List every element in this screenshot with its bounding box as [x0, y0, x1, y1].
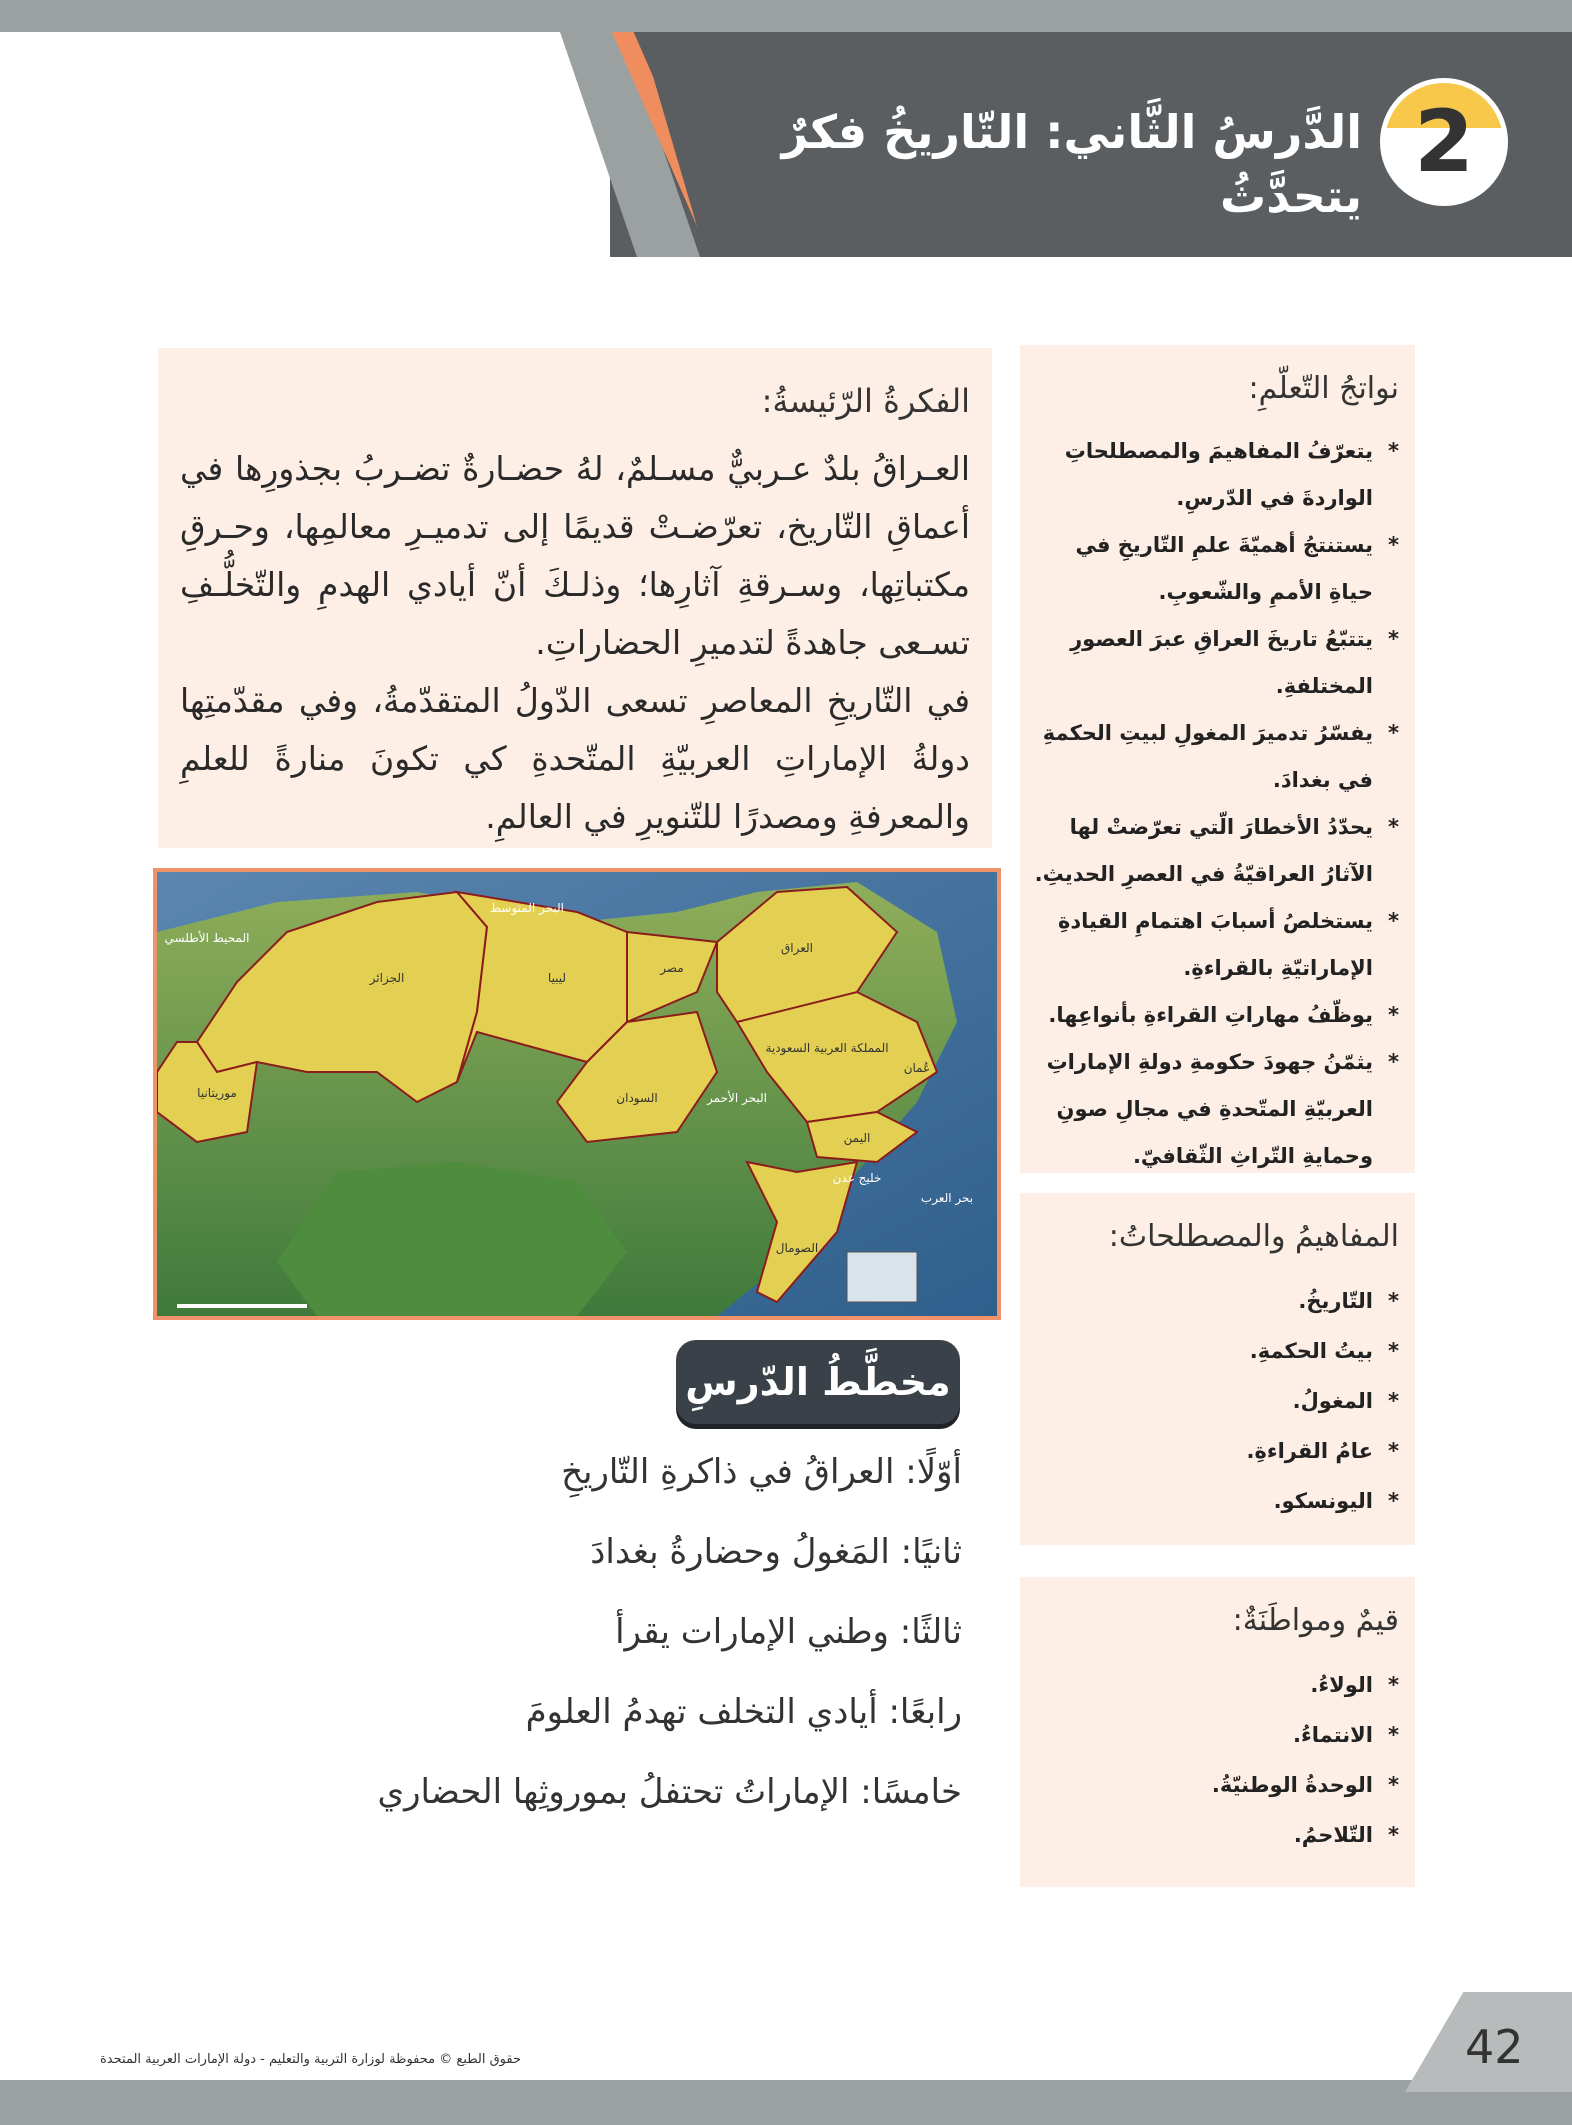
map-label-somalia: الصومال	[775, 1241, 819, 1255]
list-item: * يثمّنُ جهودَ حكومةِ دولةِ الإماراتِ العربيّةِ المتّحدةِ في مجالِ صونِ وحمايةِ التّراثِ الثّقافيّ.	[1034, 1039, 1399, 1180]
list-item: خامسًا: الإماراتُ تحتفلُ بموروثِها الحضاري	[377, 1772, 962, 1812]
lesson-plan-list	[377, 1432, 962, 1832]
map-label-sudan: السودان	[616, 1091, 658, 1105]
map-label-gulf-aden: خليج عدن	[832, 1171, 882, 1185]
map-label-arabian-sea: بحر العرب	[920, 1191, 974, 1205]
header-left-blank	[0, 32, 610, 257]
outcomes-list	[1034, 428, 1399, 1180]
list-item: * بيتُ الحكمةِ.	[1034, 1326, 1399, 1376]
concepts-panel	[1020, 1193, 1415, 1545]
list-item: * يستنتجُ أهميّةَ علمِ التّاريخِ في حياةِ الأممِ والشّعوبِ.	[1034, 522, 1399, 616]
list-item: ثانيًا: المَغولُ وحضارةُ بغدادَ	[590, 1532, 962, 1572]
map-label-iraq: العراق	[780, 941, 814, 955]
main-idea-paragraph-1: العـراقُ بلدٌ عـربيٌّ مسـلمٌ، لهُ حضـارةٌ تضـربُ بجذورِها في أعماقِ التّاريخ، تعرّضـتْ قديمًا إلى تدميـرِ معالمِها، وحـرقِ مكتباتِها، وسـرقةِ آثارِها؛ وذلـكَ أنّ أيادي الهدمِ والتّخلُّـفِ تسـعى جاهدةً لتدميرِ الحضاراتِ.	[180, 449, 970, 662]
main-idea-heading: الفكرةُ الرّئيسةُ:	[761, 382, 970, 420]
map-label-libya: ليبيا	[547, 971, 567, 985]
list-item: * عامُ القراءةِ.	[1034, 1426, 1399, 1476]
list-item: * التّلاحمُ.	[1034, 1810, 1399, 1860]
lesson-plan-title: مخطَّطُ الدّرسِ	[676, 1340, 960, 1424]
list-item: * يتتبّعُ تاريخَ العراقِ عبرَ العصورِ المختلفةِ.	[1034, 616, 1399, 710]
lesson-number: 2	[1414, 92, 1474, 192]
list-item: * الوحدةُ الوطنيّةُ.	[1034, 1760, 1399, 1810]
values-panel	[1020, 1577, 1415, 1887]
map-label-red-sea: البحر الأحمر	[707, 1091, 767, 1105]
copyright-text: حقوق الطبع © محفوظة لوزارة التربية والتعليم - دولة الإمارات العربية المتحدة	[100, 2052, 522, 2067]
map-label-algeria: الجزائر	[369, 971, 405, 985]
map-label-med-sea: البحر المتوسط	[490, 901, 564, 915]
top-strip	[0, 0, 1572, 32]
main-idea-paragraph-2: في التّاريخِ المعاصرِ تسعى الدّولُ المتقدّمةُ، وفي مقدّمتِها دولةُ الإماراتِ العربيّةِ المتّحدةِ كي تكونَ منارةً للعلمِ والمعرفةِ ومصدرًا للتّنويرِ في العالمِ.	[180, 681, 970, 836]
arab-world-map	[153, 868, 1001, 1320]
map-label-mauritania: موريتانيا	[197, 1086, 237, 1100]
list-item: * اليونسكو.	[1034, 1476, 1399, 1526]
lesson-title: الدَّرسُ الثَّاني: التّاريخُ فكرٌ يتحدَّثُ	[781, 105, 1362, 224]
list-item: رابعًا: أيادي التخلف تهدمُ العلومَ	[525, 1692, 962, 1732]
footer-strip	[0, 2080, 1572, 2125]
outcomes-heading: نواتجُ التّعلّمِ:	[1248, 371, 1399, 406]
learning-outcomes-panel	[1020, 345, 1415, 1173]
concepts-list	[1034, 1276, 1399, 1526]
map-label-yemen: اليمن	[843, 1131, 871, 1145]
concepts-heading: المفاهيمُ والمصطلحاتُ:	[1108, 1219, 1399, 1254]
lesson-number-badge	[1380, 78, 1508, 206]
map-label-atlantic: المحيط الأطلسي	[164, 931, 250, 945]
list-item: * يفسّرُ تدميرَ المغولِ لبيتِ الحكمةِ في بغدادَ.	[1034, 710, 1399, 804]
list-item: ثالثًا: وطني الإمارات يقرأ	[615, 1612, 962, 1652]
map-inset	[847, 1252, 917, 1302]
list-item: * يوظّفُ مهاراتِ القراءةِ بأنواعِها.	[1034, 992, 1399, 1039]
list-item: * التّاريخُ.	[1034, 1276, 1399, 1326]
map-label-saudi: المملكة العربية السعودية	[765, 1041, 889, 1055]
list-item: * يتعرّفُ المفاهيمَ والمصطلحاتِ الواردةَ في الدّرسِ.	[1034, 428, 1399, 522]
main-idea-panel	[158, 348, 992, 848]
values-heading: قيمٌ ومواطَنَةٌ:	[1232, 1603, 1399, 1638]
page-number: 42	[1465, 2020, 1524, 2074]
values-list	[1034, 1660, 1399, 1860]
list-item: * يحدّدُ الأخطارَ الّتي تعرّضتْ لها الآثارُ العراقيّةُ في العصرِ الحديثِ.	[1034, 804, 1399, 898]
list-item: * المغولُ.	[1034, 1376, 1399, 1426]
list-item: * الانتماءُ.	[1034, 1710, 1399, 1760]
list-item: * الولاءُ.	[1034, 1660, 1399, 1710]
map-label-egypt: مصر	[660, 961, 684, 975]
map-svg	[157, 872, 997, 1316]
list-item: أوّلًا: العراقُ في ذاكرةِ التّاريخِ	[561, 1452, 962, 1492]
map-label-oman: عُمان	[903, 1061, 931, 1075]
map-scale-bar	[177, 1304, 307, 1308]
list-item: * يستخلصُ أسبابَ اهتمامِ القيادةِ الإماراتيّةِ بالقراءةِ.	[1034, 898, 1399, 992]
